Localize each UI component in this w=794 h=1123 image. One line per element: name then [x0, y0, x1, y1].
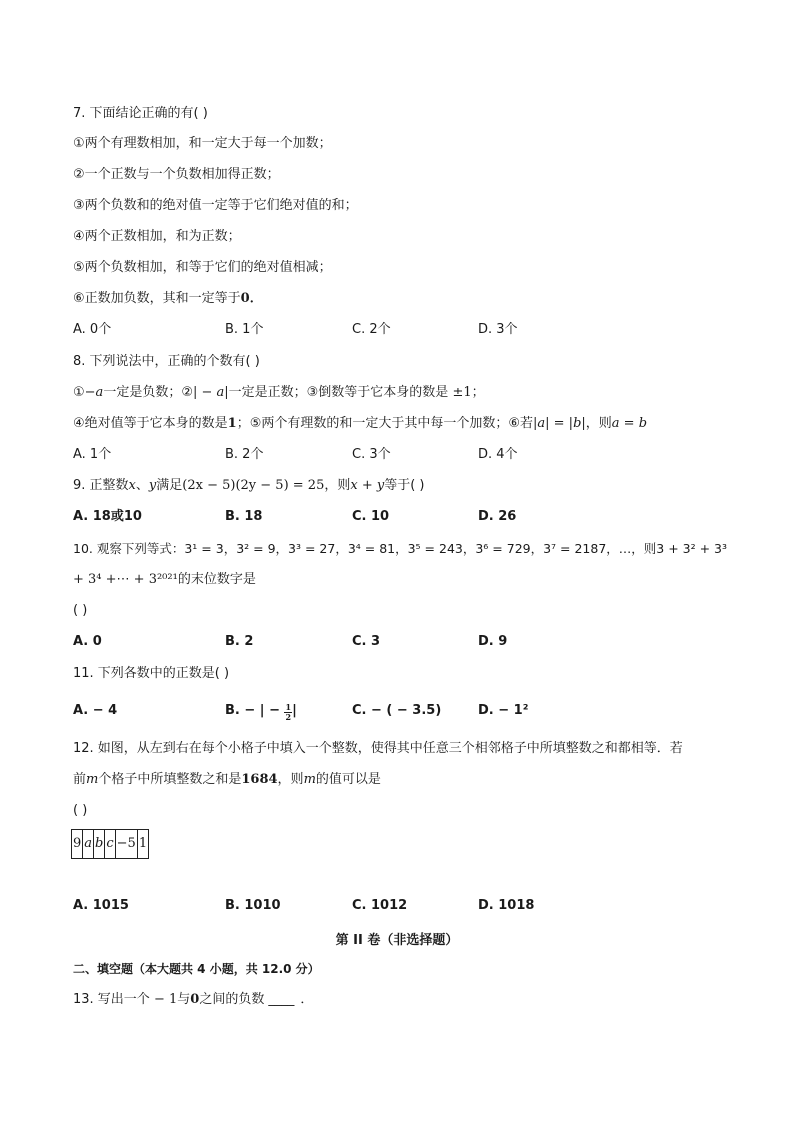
q12-line-2	[73, 771, 381, 789]
q11-frac-den: 2	[285, 712, 292, 722]
q7-item-3: ③两个负数和的绝对值一定等于它们绝对值的和；	[73, 198, 358, 213]
q9-math: x + y	[350, 478, 385, 493]
q9-part: ，则	[324, 478, 351, 493]
q12-math: m	[303, 772, 316, 787]
grid-cell: 1	[138, 836, 148, 851]
q12-paren: ( )	[73, 803, 88, 818]
q8-l2-part: ④绝对值等于它本身的数是	[73, 416, 228, 431]
q8-l2-math: 1	[227, 416, 237, 431]
q8-l2-part: ；⑤两个有理数的和一定大于其中每一个加数；⑥若	[236, 416, 534, 431]
q13-math: − 1	[149, 992, 178, 1007]
q8-line-1	[73, 384, 485, 402]
q10-math: + 3⁴ +⋯ + 3²⁰²¹	[73, 572, 178, 587]
q12-option-c: C. 1012	[352, 898, 408, 913]
q11-fraction	[284, 703, 292, 722]
q9-math: x	[128, 478, 136, 493]
q7-item-6-zero: 0．	[240, 291, 263, 306]
q13-answer-blank[interactable]: ____	[268, 992, 295, 1007]
q8-l1-part: ①	[73, 385, 85, 400]
q12-part: 个格子中所填整数之和是	[98, 772, 242, 787]
q12-part: ，则	[277, 772, 304, 787]
q9-part: 、	[135, 478, 149, 493]
q13-part: 与	[177, 992, 191, 1007]
q12-math: 1684	[241, 772, 278, 787]
q10-paren: ( )	[73, 603, 88, 618]
q11-option-a: A. − 4	[73, 703, 118, 718]
q7-stem: 7. 下面结论正确的有( )	[73, 106, 208, 121]
q12-option-a: A. 1015	[73, 898, 129, 913]
q11-stem: 11. 下列各数中的正数是( )	[73, 666, 230, 681]
q8-option-a: A. 1个	[73, 447, 112, 462]
q9-stem	[73, 477, 424, 495]
q11-option-d: D. − 1²	[478, 703, 529, 718]
q7-item-5: ⑤两个负数相加，和等于它们的绝对值相减；	[73, 260, 332, 275]
q9-part: 等于( )	[384, 478, 425, 493]
q8-l2-math: a = b	[611, 416, 648, 431]
q7-option-d: D. 3个	[478, 322, 518, 337]
grid-cell: a	[83, 830, 94, 858]
q9-option-b: B. 18	[225, 509, 263, 524]
q12-line-1: 12. 如图，从左到右在每个小格子中填入一个整数，使得其中任意三个相邻格子中所填整数之和都相等．若	[73, 741, 683, 756]
q8-l1-math: ±1	[452, 385, 472, 400]
part-2-title: 第 II 卷（非选择题）	[335, 933, 459, 948]
grid-cell: c	[105, 830, 115, 858]
q13-math: 0	[190, 992, 200, 1007]
q13-part: 13. 写出一个	[73, 992, 150, 1007]
q8-l1-part: 一定是负数；②	[103, 385, 193, 400]
q7-option-a: A. 0个	[73, 322, 112, 337]
q12-part: 前	[73, 772, 87, 787]
grid-cell: b	[94, 830, 105, 858]
q8-option-c: C. 3个	[352, 447, 391, 462]
q7-option-c: C. 2个	[352, 322, 391, 337]
q12-option-d: D. 1018	[478, 898, 535, 913]
q11-frac-num: 1	[285, 702, 292, 712]
q8-l1-part: 一定是正数；③倒数等于它本身的数是	[228, 385, 453, 400]
q9-option-c: C. 10	[352, 509, 390, 524]
q7-item-2: ②一个正数与一个负数相加得正数；	[73, 167, 280, 182]
q12-number-grid	[71, 829, 149, 859]
q12-option-b: B. 1010	[225, 898, 281, 913]
q8-l1-part: ；	[471, 385, 485, 400]
q10-option-c: C. 3	[352, 634, 381, 649]
q10-option-a: A. 0	[73, 634, 102, 649]
q7-item-1: ①两个有理数相加，和一定大于每一个加数；	[73, 136, 332, 151]
q9-math: y	[148, 478, 157, 493]
q12-math: m	[86, 772, 99, 787]
q13-part: ．	[300, 992, 314, 1007]
q8-l1-math: | − a|	[192, 385, 229, 400]
q10-option-b: B. 2	[225, 634, 254, 649]
q8-l2-part: ，则	[585, 416, 612, 431]
q10-option-d: D. 9	[478, 634, 508, 649]
q10-line-2	[73, 571, 256, 589]
q11-option-b	[225, 702, 297, 722]
q8-option-d: D. 4个	[478, 447, 518, 462]
q8-l2-math: |a| = |b|	[533, 416, 586, 431]
q8-line-2	[73, 415, 647, 433]
section-2-title: 二、填空题（本大题共 4 小题，共 12.0 分）	[73, 962, 320, 976]
q13-stem	[73, 991, 313, 1009]
grid-cell: 9	[72, 830, 83, 858]
q11-option-b-text: B. − | −	[225, 703, 285, 718]
q11-option-c: C. − ( − 3.5)	[352, 703, 442, 718]
q10-text: 的末位数字是	[177, 572, 256, 587]
q13-part: 之间的负数	[199, 992, 265, 1007]
q7-item-6	[73, 290, 263, 308]
q8-stem: 8. 下列说法中，正确的个数有( )	[73, 354, 260, 369]
q9-part: 9. 正整数	[73, 478, 129, 493]
q9-option-a: A. 18或10	[73, 509, 142, 524]
q9-option-d: D. 26	[478, 509, 517, 524]
grid-cell: −5	[116, 830, 138, 858]
q9-math: (2x − 5)(2y − 5) = 25	[182, 478, 325, 493]
q8-option-b: B. 2个	[225, 447, 264, 462]
q10-line-1: 10. 观察下列等式：3¹ = 3，3² = 9，3³ = 27，3⁴ = 81，3⁵ = 243，3⁶ = 729，3⁷ = 2187，…，则3 + 3² + 3³	[73, 541, 728, 556]
q11-option-b-tail: |	[292, 703, 297, 718]
q7-option-b: B. 1个	[225, 322, 264, 337]
q9-part: 满足	[156, 478, 183, 493]
q8-l1-math: −a	[84, 385, 104, 400]
q12-part: 的值可以是	[315, 772, 381, 787]
q7-item-6-text: ⑥正数加负数，其和一定等于	[73, 291, 241, 306]
q7-item-4: ④两个正数相加，和为正数；	[73, 229, 241, 244]
